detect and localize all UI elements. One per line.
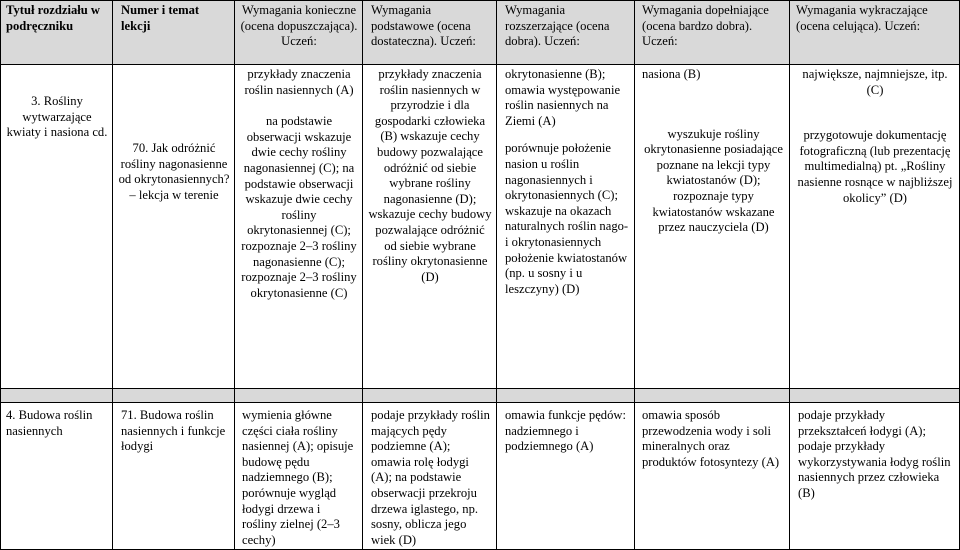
header-requirements-complementary: Wymagania dopełniające (ocena bardzo dobra). Uczeń: [642,3,769,49]
row1-complementary-inflorescences: wyszukuje rośliny okrytonasienne posiadające poznane na lekcji typy kwiatostanów (D); rozpoznaje typy kwiatostanów wskazane przez nauczyciela (D) [644,126,783,235]
header-requirements-exceeding: Wymagania wykraczające (ocena celująca). Uczeń: [796,3,928,33]
grid-line [0,402,960,403]
header-requirements-extended: Wymagania rozszerzające (ocena dobra). Uczeń: [505,3,610,49]
header-lesson: Numer i temat lekcji [121,3,200,33]
row1-complementary [635,64,789,236]
row2-standard: podaje przykłady roślin mających pędy podziemne (A); omawia rolę łodygi (A); na podstawie obserwacji przekroju drzewa iglastego, np. sosny, oblicza jego wiek (D) [371,408,490,547]
row1-lesson: 70. Jak odróżnić rośliny nagonasienne od okrytonasiennych? – lekcja w terenie [118,141,230,202]
header-requirements-basic: Wymagania konieczne (ocena dopuszczająca). Uczeń: [240,3,358,49]
row1-extended-comparison: porównuje położenie nasion u roślin nagonasiennych i okrytonasiennych (C); wskazuje na okazach naturalnych roślin nago- i okrytonasiennych położenie kwiatostanów (np. u sosny i u leszczyny) (D) [505,141,629,296]
grid-line [0,388,960,389]
row1-chapter: 3. Rośliny wytwarzające kwiaty i nasiona cd. [6,94,108,140]
row2-complementary: omawia sposób przewodzenia wody i soli mineralnych oraz produktów fotosyntezy (A) [642,408,780,469]
row2-chapter: 4. Budowa roślin nasiennych [6,408,93,438]
row1-exceeding-documentation: przygotowuje dokumentację fotograficzną (lub prezentację multimedialną) pt. „Rośliny nasienne rosnące w najbliższej okolicy” (D) [797,128,953,205]
header-chapter: Tytuł rozdziału w podręczniku [6,3,100,33]
row1-basic [235,64,362,301]
row1-exceeding-examples: największe, najmniejsze, itp. (C) [802,67,948,97]
section-gap [0,388,960,402]
row2-lesson: 71. Budowa roślin nasiennych i funkcje łodygi [121,408,226,454]
row1-basic-examples: przykłady znaczenia roślin nasiennych (A) [244,67,354,97]
row1-exceeding [790,64,959,206]
row1-extended-occurrence: okrytonasienne (B); omawia występowanie roślin nasiennych na Ziemi (A) [505,67,621,128]
row1-extended [497,64,634,297]
row2-exceeding: podaje przykłady przekształceń łodygi (A); podaje przykłady wykorzystywania łodyg roślin nasiennych przez człowieka (B) [798,408,951,500]
grid-line [112,0,113,550]
grid-line [0,0,1,550]
row2-extended: omawia funkcje pędów: nadziemnego i podziemnego (A) [505,408,626,454]
row1-complementary-seeds: nasiona (B) [642,67,701,81]
row1-standard: przykłady znaczenia roślin nasiennych w przyrodzie i dla gospodarki człowieka (B) wskazuje cechy budowy pozwalające odróżnić od siebie wybrane rośliny nagonasienne (D); wskazuje cechy budowy pozwalające odróżnić od siebie wybrane rośliny okrytonasienne (D) [368,67,492,284]
row1-basic-observations: na podstawie obserwacji wskazuje dwie cechy rośliny nagonasiennej (C); na podstawie obserwacji wskazuje dwie cechy rośliny okrytonasiennej (C); rozpoznaje 2–3 rośliny nagonasienne (C); rozpoznaje 2–3 rośliny okrytonasienne (C) [241,114,357,300]
row2-basic: wymienia główne części ciała rośliny nasiennej (A); opisuje budowę pędu nadziemnego (B); porównuje wygląd łodygi drzewa i rośliny zielnej (2–3 cechy) [242,408,354,547]
header-requirements-standard: Wymagania podstawowe (ocena dostateczna). Uczeń: [371,3,476,49]
